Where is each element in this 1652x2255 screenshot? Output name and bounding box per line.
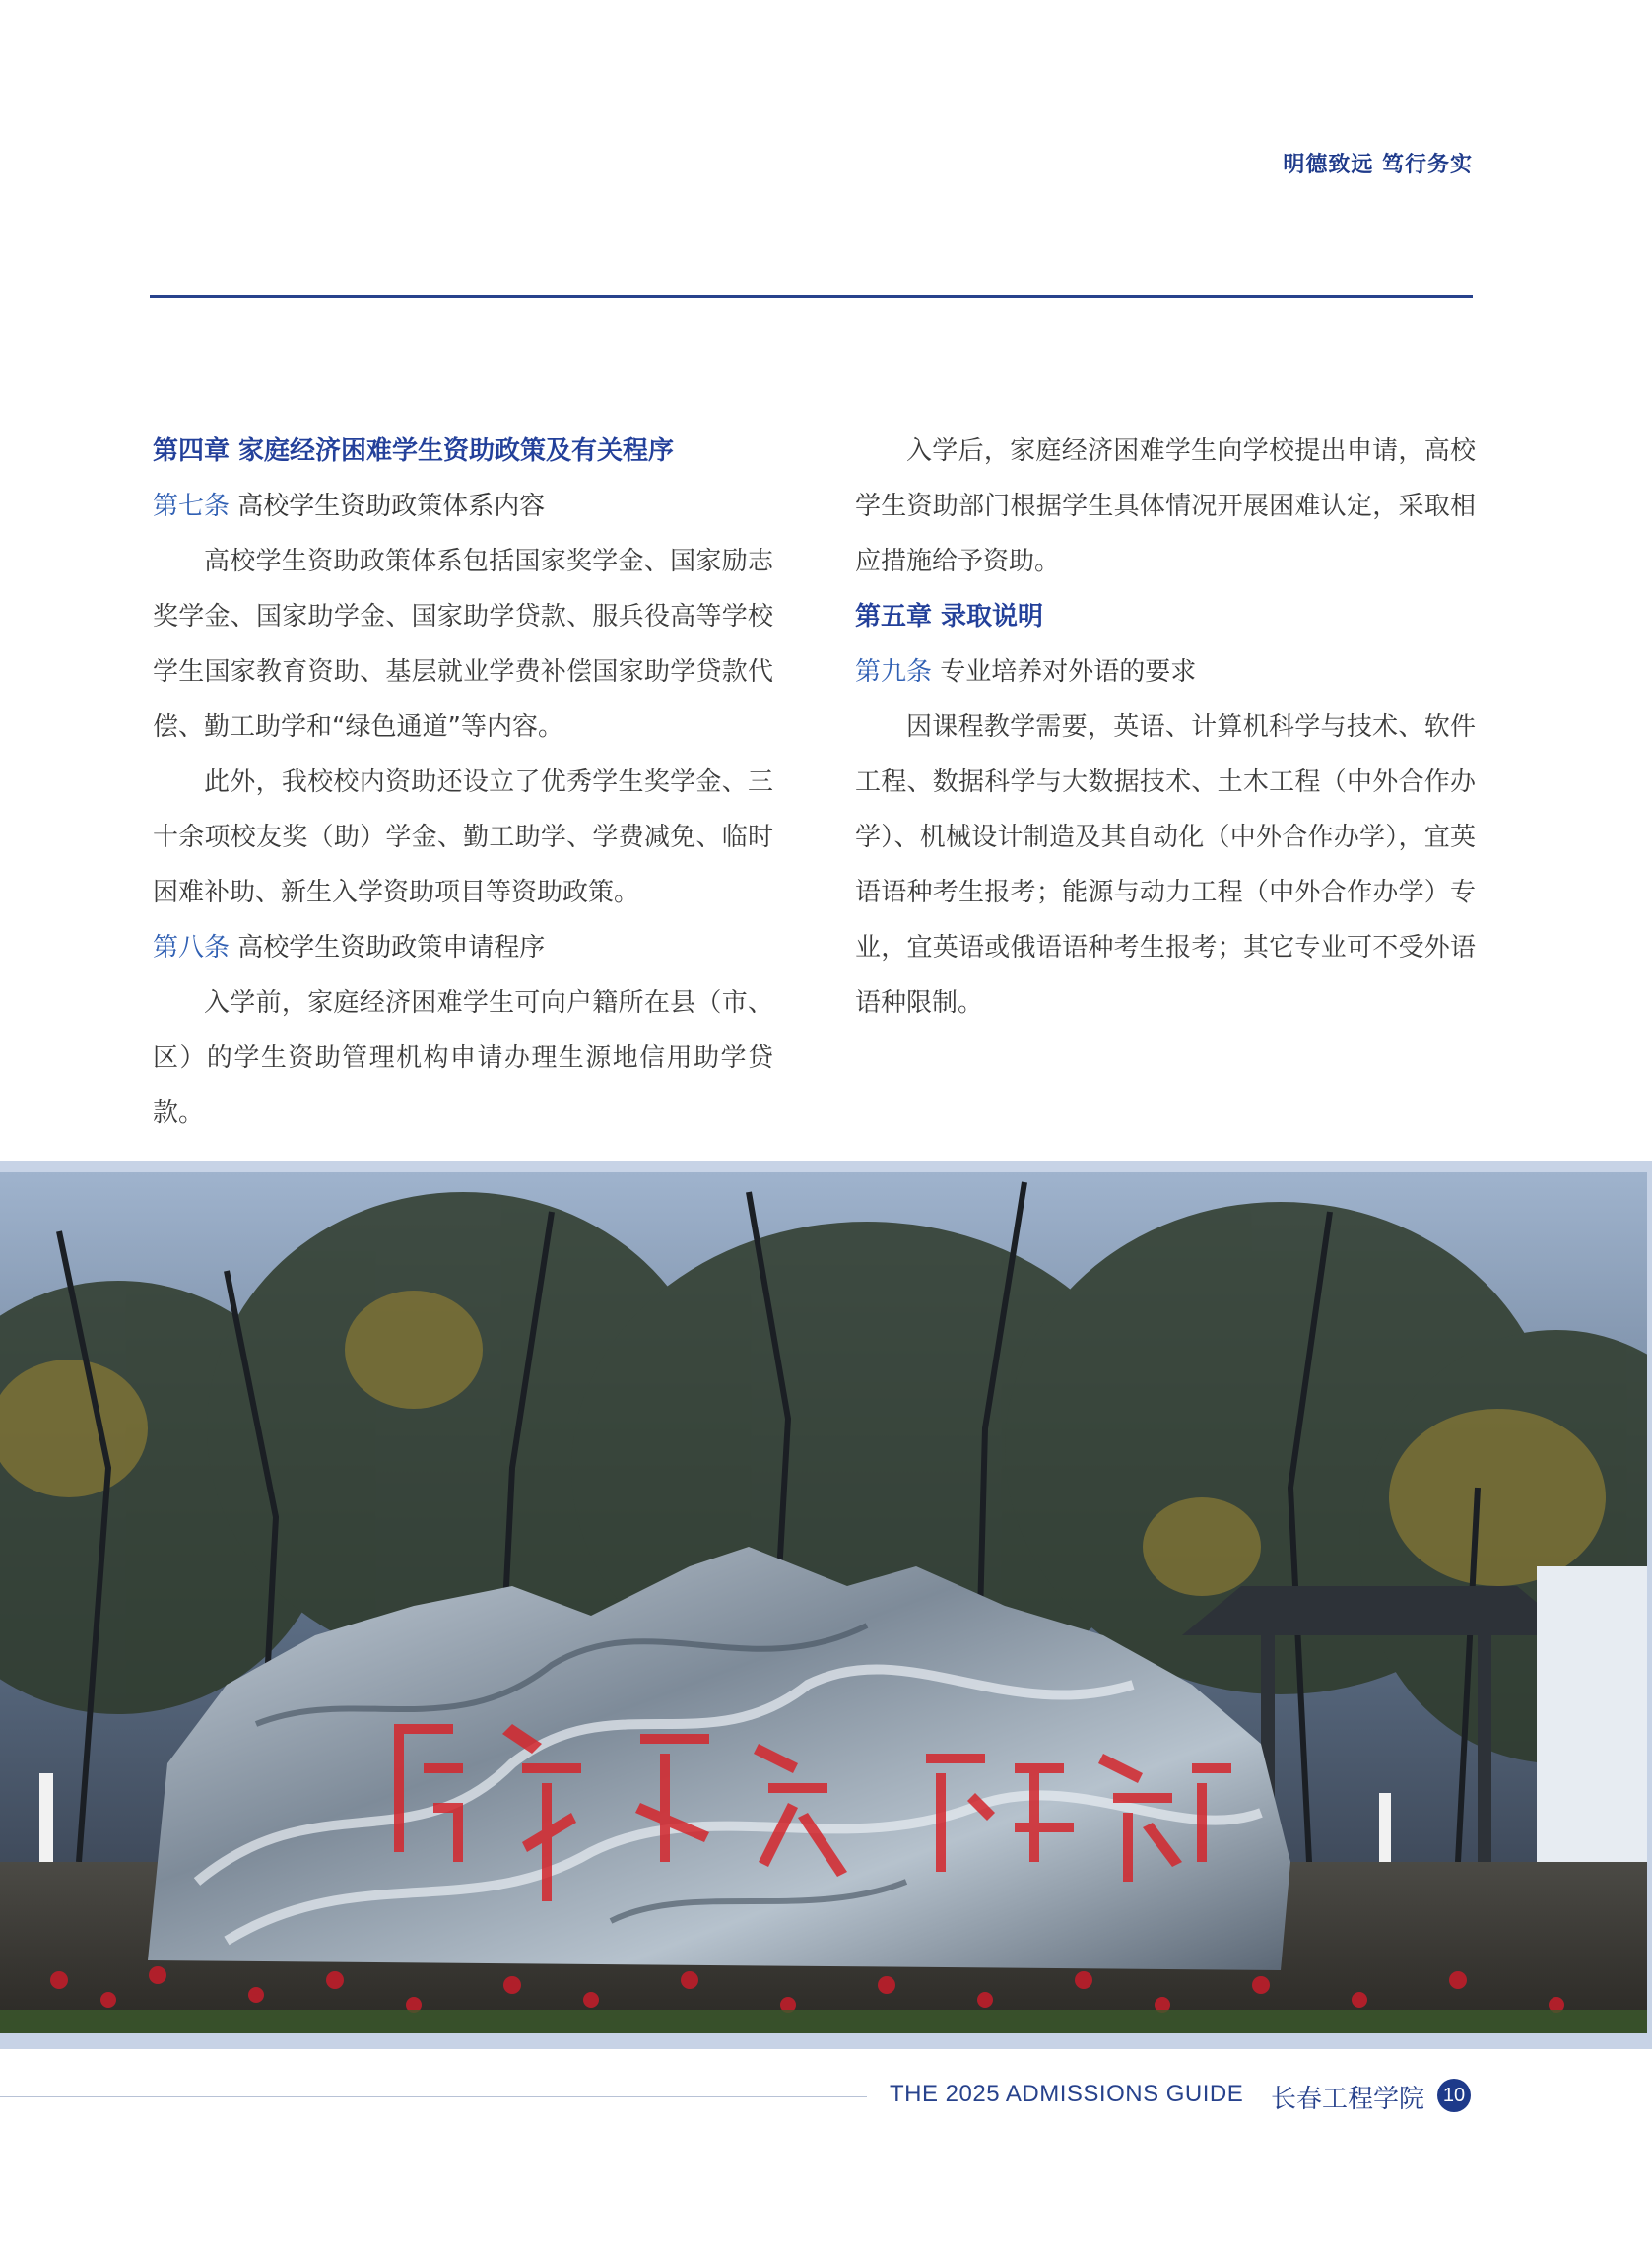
paragraph-language-requirements: 因课程教学需要，英语、计算机科学与技术、软件工程、数据科学与大数据技术、土木工程（中外合作办学）、机械设计制造及其自动化（中外合作办学），宜英语语种考生报考；能源与动力工程（中外合作办学）专业，宜英语或俄语语种考生报考；其它专业可不受外语语种限制。 [855, 712, 1476, 1018]
footer-school-name: 长春工程学院 [1271, 2085, 1425, 2114]
header-motto: 明德致远 笃行务实 [1283, 153, 1473, 177]
article-8-title: 高校学生资助政策申请程序 [237, 933, 546, 962]
paragraph-school-aid: 此外，我校校内资助还设立了优秀学生奖学金、三十余项校友奖（助）学金、勤工助学、学费减免、临时困难补助、新生入学资助项目等资助政策。 [153, 767, 773, 907]
article-9-number: 第九条 [855, 657, 933, 687]
article-8-heading [153, 920, 773, 975]
chapter-4-heading: 第四章 家庭经济困难学生资助政策及有关程序 [153, 436, 675, 466]
campus-stone-photo-frame [0, 1161, 1652, 2049]
footer-guide-title: THE 2025 ADMISSIONS GUIDE [890, 2081, 1244, 2107]
campus-stone-photo [0, 1172, 1647, 2033]
header-rule [150, 295, 1473, 298]
article-8-number: 第八条 [153, 933, 231, 962]
article-9-title: 专业培养对外语的要求 [940, 657, 1197, 687]
paragraph-aid-system: 高校学生资助政策体系包括国家奖学金、国家励志奖学金、国家助学金、国家助学贷款、服兵役高等学校学生国家教育资助、基层就业学费补偿国家助学贷款代偿、勤工助学和“绿色通道”等内容。 [153, 547, 773, 742]
article-9-heading [855, 644, 1476, 699]
right-column [855, 424, 1476, 1030]
page-number-badge: 10 [1437, 2079, 1471, 2112]
article-7-title: 高校学生资助政策体系内容 [237, 492, 546, 521]
article-7-number: 第七条 [153, 492, 231, 521]
paragraph-before-enrollment: 入学前，家庭经济困难学生可向户籍所在县（市、区）的学生资助管理机构申请办理生源地信用助学贷款。 [153, 988, 773, 1128]
footer-rule [0, 2096, 867, 2097]
left-column [153, 424, 773, 1141]
paragraph-after-enrollment: 入学后，家庭经济困难学生向学校提出申请，高校学生资助部门根据学生具体情况开展困难认定，采取相应措施给予资助。 [855, 436, 1476, 576]
article-7-heading [153, 479, 773, 534]
chapter-5-heading: 第五章 录取说明 [855, 602, 1044, 631]
